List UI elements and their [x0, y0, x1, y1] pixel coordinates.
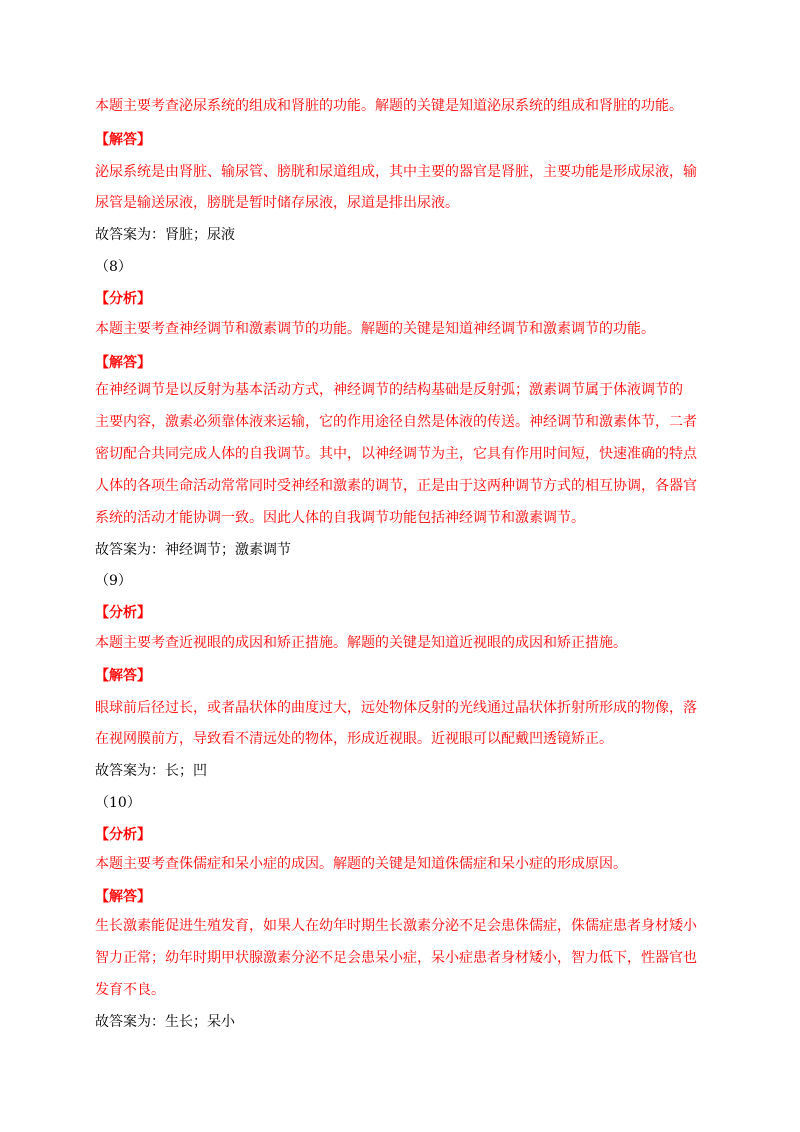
q8-final-answer: 故答案为：神经调节；激素调节: [95, 542, 291, 558]
q8-answer-line: 密切配合共同完成人体的自我调节。其中，以神经调节为主，它具有作用时间短，快速准确的特点: [95, 446, 697, 462]
q8-number: （8）: [95, 259, 132, 275]
q7-answer-line: 尿管是输送尿液，膀胱是暂时储存尿液，尿道是排出尿液。: [95, 195, 459, 211]
q8-analysis-heading: 【分析】: [95, 291, 151, 307]
q7-answer-line: 泌尿系统是由肾脏、输尿管、膀胱和尿道组成，其中主要的器官是肾脏，主要功能是形成尿液，输: [95, 164, 697, 180]
q7-analysis-text: 本题主要考查泌尿系统的组成和肾脏的功能。解题的关键是知道泌尿系统的组成和肾脏的功能。: [95, 98, 683, 114]
q9-analysis-heading: 【分析】: [95, 605, 151, 621]
q8-answer-heading: 【解答】: [95, 355, 151, 371]
q10-number: （10）: [95, 795, 141, 811]
q9-answer-heading: 【解答】: [95, 668, 151, 684]
q7-answer-heading: 【解答】: [95, 132, 151, 148]
q10-final-answer: 故答案为：生长；呆小: [95, 1014, 235, 1030]
q8-answer-line: 在神经调节是以反射为基本活动方式，神经调节的结构基础是反射弧；激素调节属于体液调节的: [95, 382, 683, 398]
q9-analysis-text: 本题主要考查近视眼的成因和矫正措施。解题的关键是知道近视眼的成因和矫正措施。: [95, 635, 627, 651]
q10-answer-line: 生长激素能促进生殖发育，如果人在幼年时期生长激素分泌不足会患侏儒症，侏儒症患者身材矮小: [95, 918, 697, 934]
q10-answer-line: 发育不良。: [95, 982, 165, 998]
q10-analysis-text: 本题主要考查侏儒症和呆小症的成因。解题的关键是知道侏儒症和呆小症的形成原因。: [95, 856, 627, 872]
q8-answer-line: 系统的活动才能协调一致。因此人体的自我调节功能包括神经调节和激素调节。: [95, 510, 585, 526]
q7-final-answer: 故答案为：肾脏；尿液: [95, 227, 235, 243]
q9-answer-line: 在视网膜前方，导致看不清远处的物体，形成近视眼。近视眼可以配戴凹透镜矫正。: [95, 731, 613, 747]
q9-number: （9）: [95, 573, 132, 589]
q8-answer-line: 人体的各项生命活动常常同时受神经和激素的调节，正是由于这两种调节方式的相互协调，各器官: [95, 478, 697, 494]
q9-final-answer: 故答案为：长；凹: [95, 763, 207, 779]
q9-answer-line: 眼球前后径过长，或者晶状体的曲度过大，远处物体反射的光线通过晶状体折射所形成的物像，落: [95, 700, 697, 716]
q8-analysis-text: 本题主要考查神经调节和激素调节的功能。解题的关键是知道神经调节和激素调节的功能。: [95, 321, 655, 337]
q8-answer-line: 主要内容，激素必须靠体液来运输，它的作用途径自然是体液的传送。神经调节和激素体节，二者: [95, 414, 697, 430]
q10-analysis-heading: 【分析】: [95, 827, 151, 843]
q10-answer-line: 智力正常；幼年时期甲状腺激素分泌不足会患呆小症，呆小症患者身材矮小，智力低下，性器官也: [95, 950, 697, 966]
q10-answer-heading: 【解答】: [95, 889, 151, 905]
